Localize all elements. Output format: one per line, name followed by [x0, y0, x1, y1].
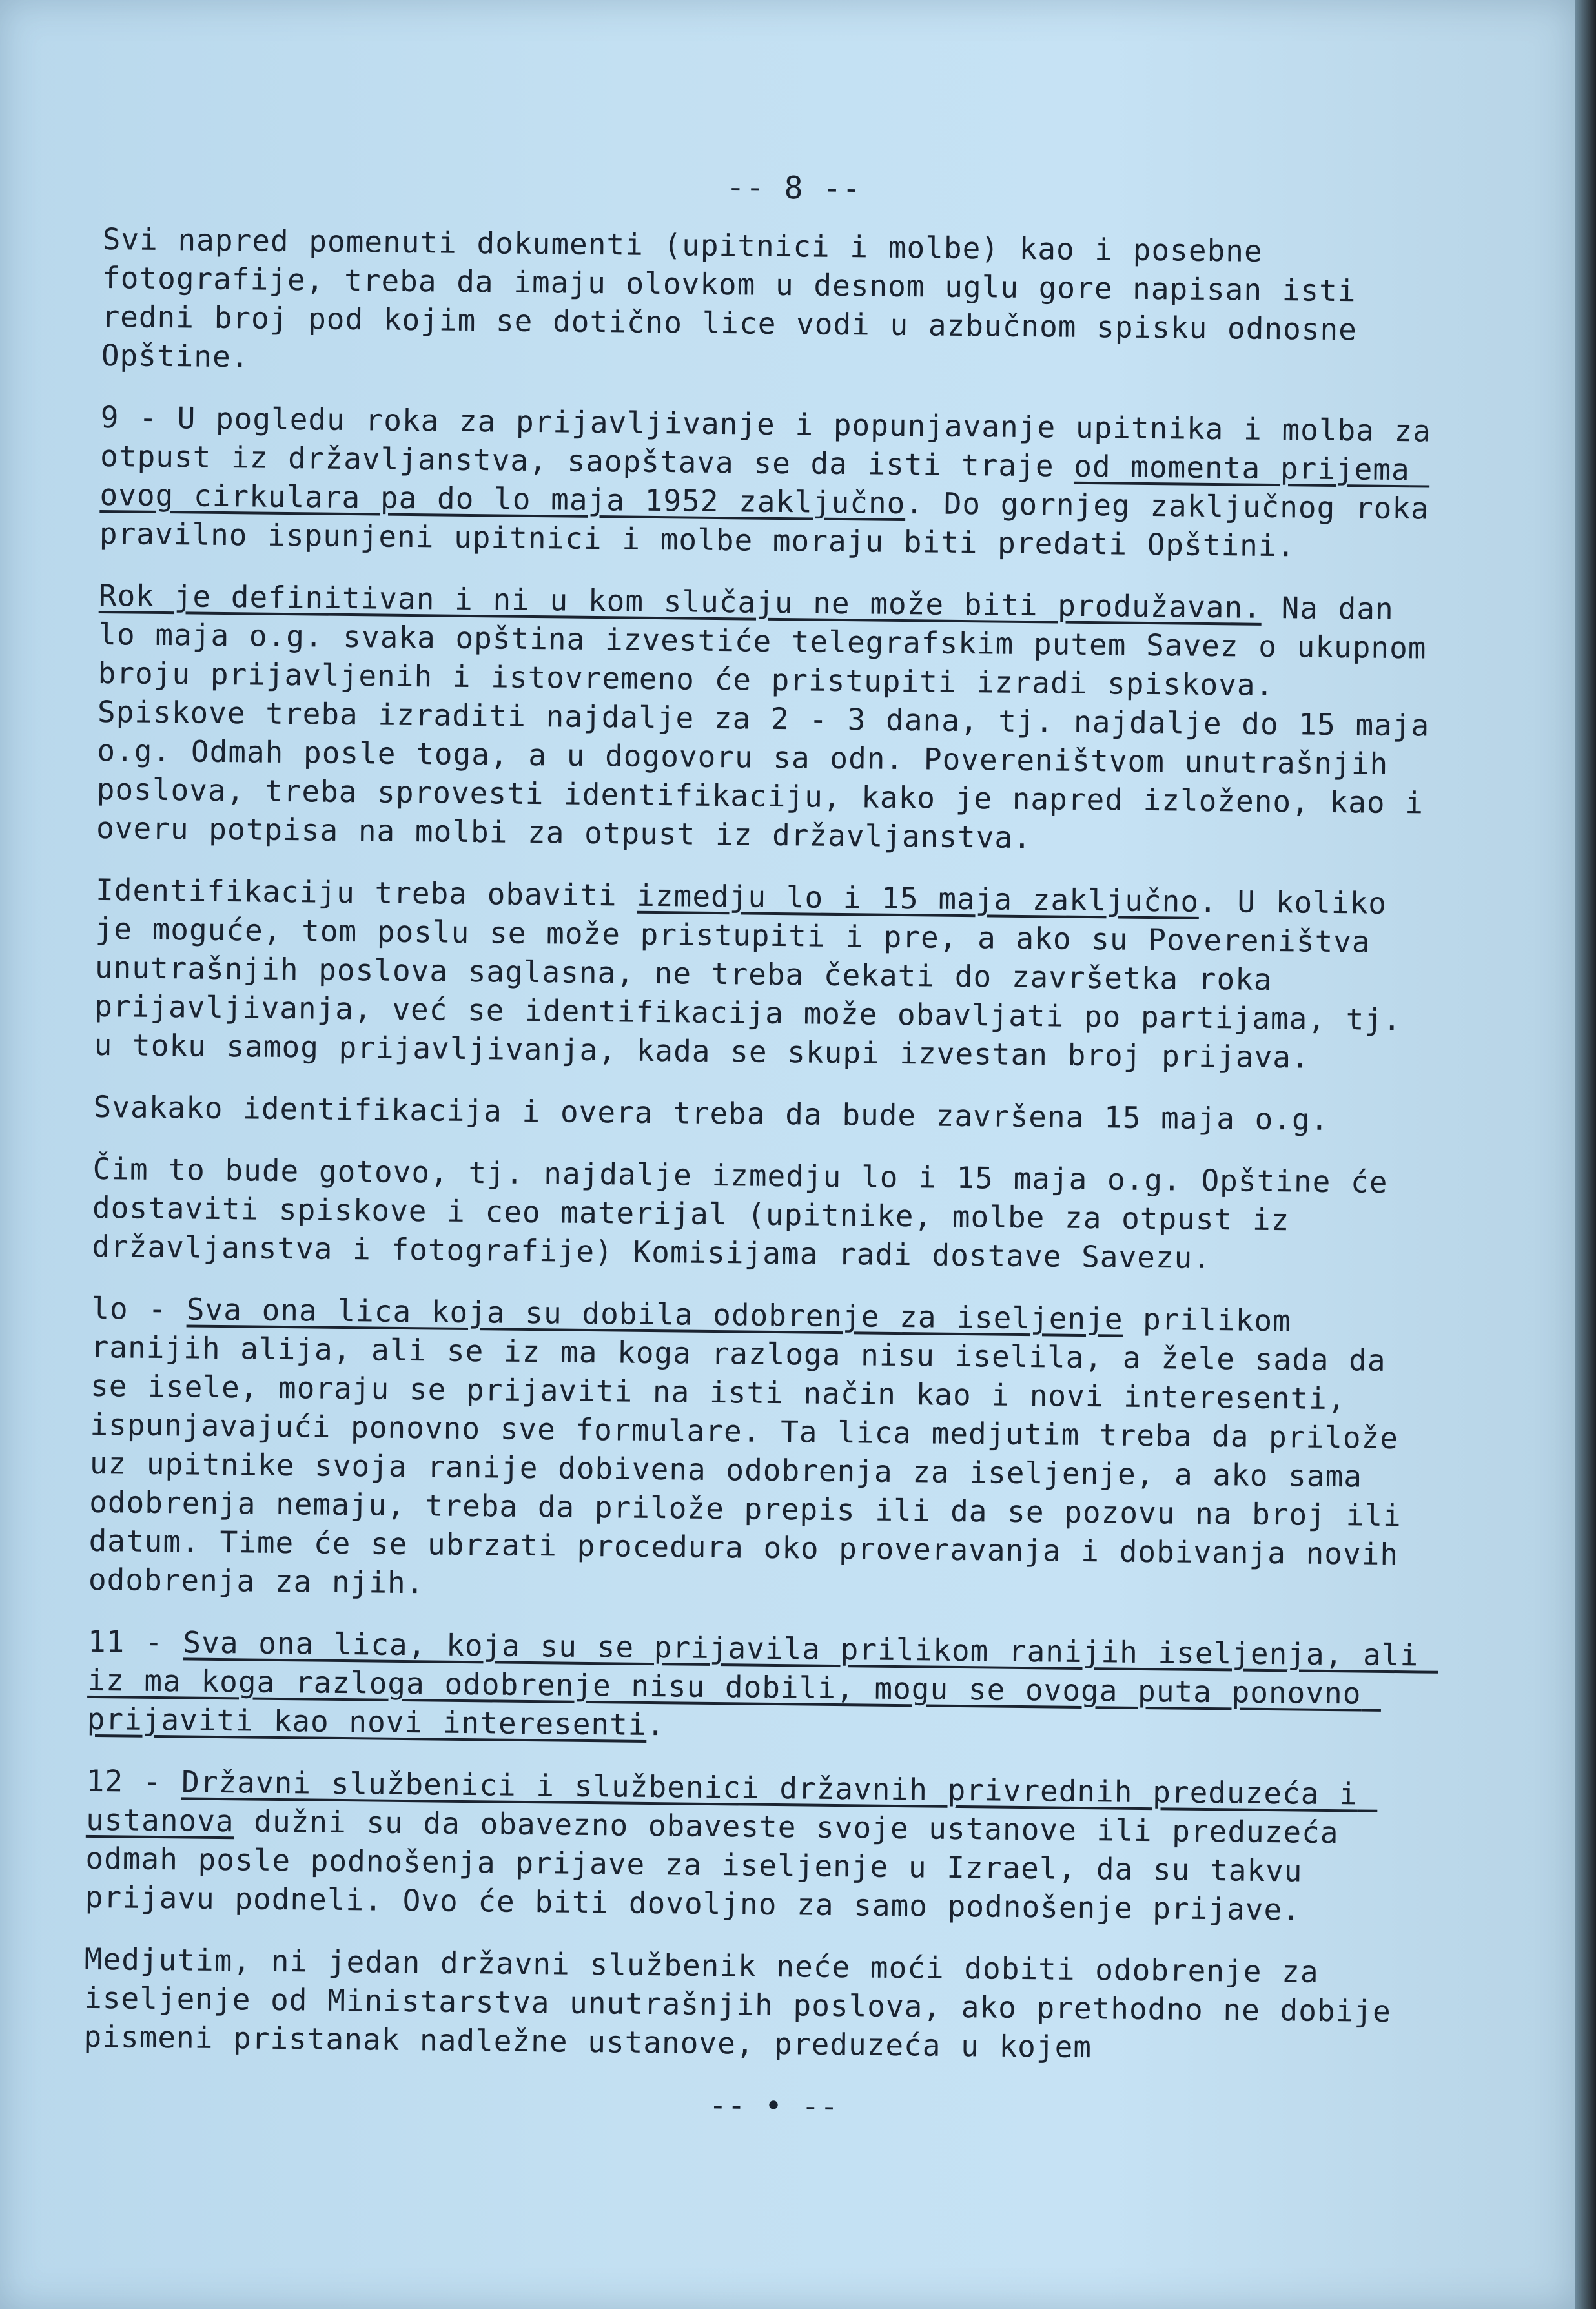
body-text: lo - — [91, 1290, 187, 1327]
underlined-text: Rok je definitivan i ni u kom slučaju ne može biti produžavan. — [98, 577, 1262, 625]
paragraph — [96, 576, 1450, 861]
body-text: Svi napred pomenuti dokumenti (upitnici i molbe) kao i posebne fotografije, treba da imaju olovkom u desnom uglu gore napisan isti redni broj pod kojim se dotično lice vodi u azbučnom spisku odnosne Opštine. — [101, 221, 1377, 375]
paragraph — [92, 1149, 1436, 1280]
underlined-text: Državni službenici i službenici državnih privrednih preduzeća i ustanova — [85, 1764, 1378, 1839]
body-text: . U koliko je moguće, tom poslu se može pristupiti i pre, a ako su Povereništva unutrašnjih poslova saglasna, ne treba čekati do završetka roka prijavljivanja, već se identifikacija može obavljati po partijama, tj. u toku samog prijavljivanja, kada se skupi izvestan broj prijava. — [94, 883, 1422, 1075]
underlined-text: Sva ona lica koja su dobila odobrenje za iseljenje — [186, 1291, 1123, 1337]
scan-edge — [1575, 0, 1596, 2309]
underlined-text: izmedju lo i 15 maja zaključno — [636, 877, 1200, 919]
body-text: Identifikaciju treba obaviti — [95, 872, 637, 913]
paragraph — [101, 220, 1446, 389]
footer-mark: -- • -- — [708, 2087, 839, 2124]
paragraph — [88, 1289, 1435, 1613]
underlined-text: Sva ona lica, koja su se prijavila prilikom ranijih iseljenja, ali iz ma koga razloga odobrenje nisu dobili, mogu se ovoga puta ponovno prijaviti kao novi interesenti — [87, 1625, 1439, 1742]
body-text: 9 - U pogledu roka za prijavljivanje i popunjavanje upitnika i molba za otpust iz državljanstva, saopštava se da isti traje — [99, 399, 1452, 484]
body-text: . Do gornjeg zaključnog roka pravilno ispunjeni upitnici i molbe moraju biti predati Opštini. — [99, 486, 1449, 564]
body-text: prilikom ranijih alija, ali se iz ma koga razloga nisu iselila, a žele sada da se isele, moraju se prijaviti na isti način kao i novi interesenti, ispunjavajući ponovno sve formulare. Ta lica medjutim treba da prilože uz upitnike svoja ranije dobivena odobrenja za iseljenje, a ako sama odobrenja nemaju, treba da prilože prepis ili da se pozovu na broj ili datum. Time će se ubrzati procedura oko proveravanja i dobivanja novih odobrenja za njih. — [88, 1301, 1422, 1601]
body-text: . — [646, 1707, 666, 1743]
paragraph — [87, 1622, 1439, 1752]
paragraph — [83, 1940, 1427, 2070]
document-body — [83, 161, 1452, 2132]
underlined-text: od momenta prijema ovog cirkulara pa do lo maja 1952 zaključno — [99, 448, 1430, 521]
body-text: 12 - — [86, 1763, 182, 1800]
page-number: -- 8 -- — [726, 169, 862, 207]
paragraph-list — [83, 220, 1452, 2070]
body-text: 11 - — [87, 1623, 183, 1660]
paragraph — [85, 1761, 1429, 1931]
body-text: Na dan lo maja o.g. svaka opština izvestiće telegrafskim putem Savez o ukupnom broju prijavljenih i istovremeno će pristupiti izradi spiskova. Spiskove treba izraditi najdalje za 2 - 3 dana, tj. najdalje do 15 maja o.g. Odmah posle toga, a u dogovoru sa odn. Povereništvom unutrašnjih poslova, treba sprovesti identifikaciju, kako je napred izloženo, kao i overu potpisa na molbi za otpust iz državljanstva. — [96, 590, 1450, 856]
paragraph — [94, 870, 1438, 1078]
paragraph — [93, 1087, 1437, 1140]
body-text: Medjutim, ni jedan državni službenik neće moći dobiti odobrenje za iseljenje od Ministarstva unutrašnjih poslova, ako prethodno ne dobije pismeni pristanak nadležne ustanove, preduzeća u kojem — [83, 1941, 1411, 2065]
paragraph — [99, 398, 1452, 567]
body-text: dužni su da obavezno obaveste svoje ustanove ili preduzeća odmah posle podnošenja prijave za iseljenje u Izrael, da su takvu prijavu podneli. Ovo će biti dovoljno za samo podnošenje prijave. — [85, 1803, 1359, 1927]
body-text: Svakako identifikacija i overa treba da bude završena 15 maja o.g. — [93, 1089, 1329, 1137]
body-text: Čim to bude gotovo, tj. najdalje izmedju lo i 15 maja o.g. Opštine će dostaviti spiskove i ceo materijal (upitnike, molbe za otpust iz državljanstva i fotografije) Komisijama radi dostave Savezu. — [92, 1151, 1408, 1276]
